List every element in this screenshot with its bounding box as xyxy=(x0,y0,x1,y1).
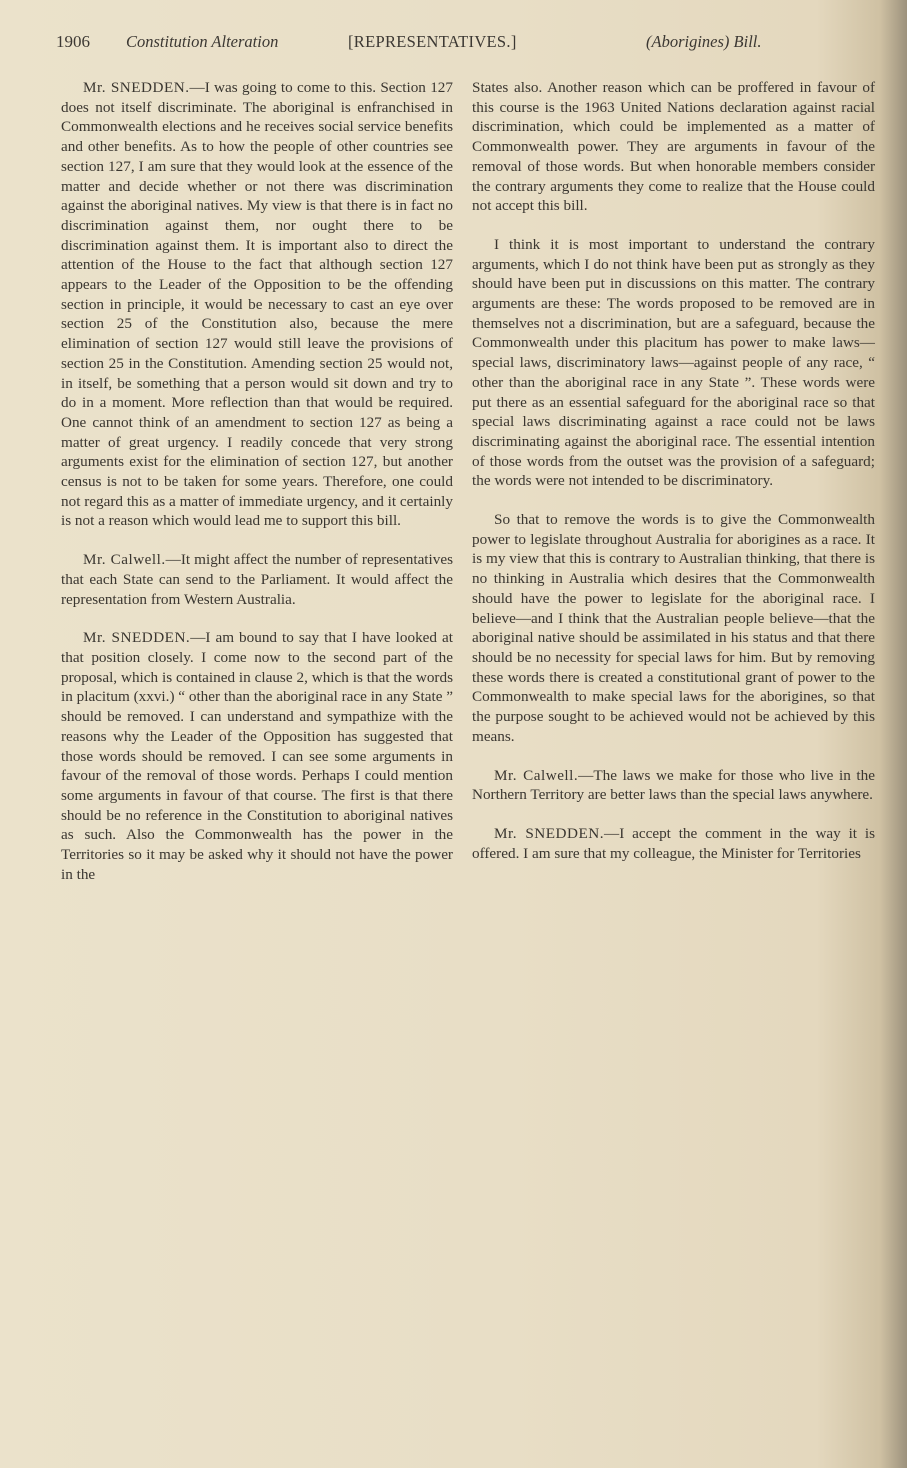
paragraph-text: —I was going to come to this. Section 127 does not itself discriminate. The aboriginal is enfranchised in Commonwealth elections and he receives social service benefits and other benefits. As to how the people of other countries see section 127, I am sure that they would look at the essence of the matter and decide whether or not there was discrimination against the aboriginal natives. My view is that there is in fact no discrimination against them, nor ought there to be discrimination against them. It is important also to direct the attention of the House to the fact that although section 127 appears to the Leader of the Opposition to be the offending section in principle, it would be necessary to cast an eye over section 25 of the Constitution also, because the mere elimination of section 127 would still leave the provisions of section 25 in the Constitution. Amending section 25 would not, in itself, be something that a person would sit down and try to do in a moment. More reflection than that would be required. One cannot think of an amendment to section 127 as being a matter of great urgency. I readily concede that very strong arguments exist for the elimination of section 127, but another census is not to be taken for some years. Therefore, one could not regard this as a matter of immediate urgency, and it certainly is not a reason which would lead me to support this bill. xyxy=(61,79,453,530)
paragraph-text: States also. Another reason which can be proffered in favour of this course is the 1963 United Nations declaration against racial discrimination, which could be implemented as a matter of Commonwealth power. They are arguments in favour of the removal of those words. But when honorable members consider the contrary arguments they come to realize that the House could not accept this bill. xyxy=(472,79,875,215)
paragraph xyxy=(472,510,875,746)
speaker-name: Mr. SNEDDEN. xyxy=(494,824,605,842)
left-column xyxy=(61,78,453,903)
paragraph-text: I think it is most important to understand the contrary arguments, which I do not think have been put as strongly as they should have been put in discussions on this matter. The contrary arguments are these: The words proposed to be removed are in themselves not a discrimination, but are a safeguard, because the Commonwealth under this placitum has power to make laws—special laws, discriminatory laws—against people of any race, “ other than the aboriginal race in any State ”. These words were put there as an essential safeguard for the aboriginal race so that special laws discriminating against a race could not be laws discriminating against the aboriginal race. The essential intention of those words from the outset was the provision of a safeguard; the words were not intended to be discriminatory. xyxy=(472,235,875,490)
paragraph xyxy=(472,824,875,863)
paragraph xyxy=(472,235,875,491)
running-header xyxy=(56,32,836,60)
header-left-title: Constitution Alteration xyxy=(126,32,279,51)
paragraph xyxy=(61,628,453,884)
paragraph-text: —It might affect the number of representatives that each State can send to the Parliament. It would affect the representation from Western Australia. xyxy=(61,551,453,608)
header-chamber: [REPRESENTATIVES.] xyxy=(348,32,517,51)
page-number: 1906 xyxy=(56,32,90,51)
paragraph-text: So that to remove the words is to give the Commonwealth power to legislate throughout Australia for aborigines as a race. It is my view that this is contrary to Australian thinking, that there is no thinking in Australia which desires that the Commonwealth should have the power to legislate for the aboriginal race. I believe—and I think that the Australian people believe—that the aboriginal native should be assimilated in his status and that there should be no necessity for special laws for him. But by removing these words there is created a constitutional grant of power to the Commonwealth to make special laws for the aborigines, so that the purpose sought to be achieved would not be achieved by this means. xyxy=(472,511,875,745)
paragraph xyxy=(61,550,453,609)
paragraph-text: —I am bound to say that I have looked at that position closely. I come now to the second part of the proposal, which is contained in clause 2, which is that the words in placitum (xxvi.) “ other than the aboriginal race in any State ” should be removed. I can understand and sympathize with the reasons why the Leader of the Opposition has suggested that those words should be removed. I can see some arguments in favour of the removal of those words. Perhaps I could mention some arguments in favour of that course. The first is that there should be no reference in the Constitution to aboriginal natives as such. Also the Commonwealth has the power in the Territories so it may be asked why it should not have the power in the xyxy=(61,629,453,883)
paragraph xyxy=(61,78,453,531)
paragraph xyxy=(472,766,875,805)
paragraph-text: —I accept the comment in the way it is offered. I am sure that my colleague, the Minister for Territories xyxy=(472,824,875,862)
header-right-title: (Aborigines) Bill. xyxy=(646,32,762,51)
speaker-name: Mr. SNEDDEN. xyxy=(83,629,191,647)
speaker-name: Mr. Calwell. xyxy=(494,766,579,784)
right-column xyxy=(472,78,875,882)
paragraph xyxy=(472,78,875,216)
speaker-name: Mr. Calwell. xyxy=(83,551,166,569)
speaker-name: Mr. SNEDDEN. xyxy=(83,79,190,96)
paragraph-text: —The laws we make for those who live in the Northern Territory are better laws than the special laws anywhere. xyxy=(472,766,875,804)
